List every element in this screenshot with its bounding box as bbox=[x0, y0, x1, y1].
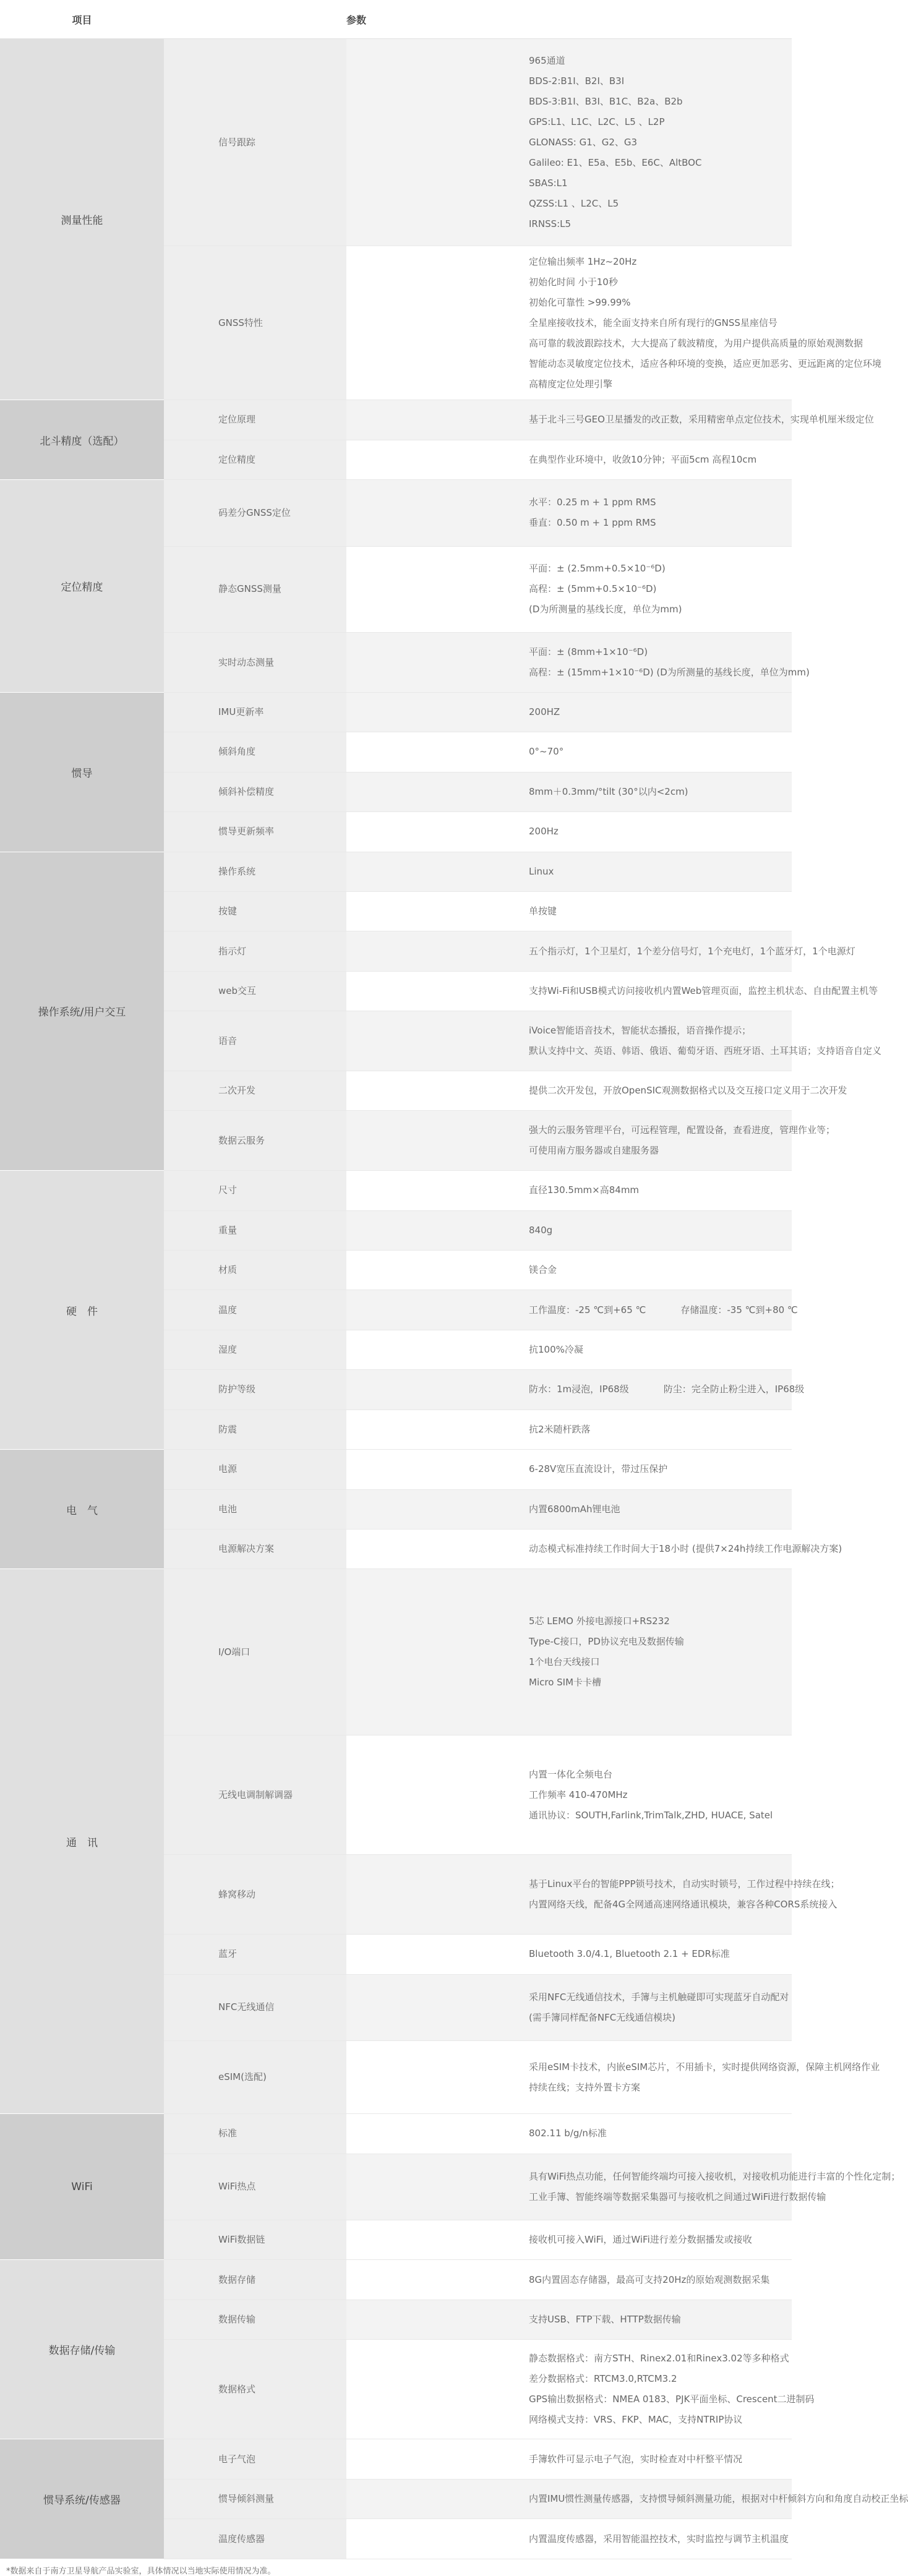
spec-value-line: 接收机可接入WiFi，通过WiFi进行差分数据播发或接收 bbox=[529, 2234, 752, 2246]
spec-label: 倾斜补偿精度 bbox=[164, 772, 346, 811]
spec-label: IMU更新率 bbox=[164, 692, 346, 732]
table-row bbox=[0, 480, 792, 546]
spec-value bbox=[346, 2154, 901, 2220]
spec-value bbox=[346, 1071, 847, 1110]
spec-value-line: 8G内置固态存储器，最高可支持20Hz的原始观测数据采集 bbox=[529, 2274, 770, 2285]
spec-value-line: 高可靠的载波跟踪技术，大大提高了载波精度，为用户提供高质量的原始观测数据 bbox=[529, 337, 863, 349]
spec-label: 信号跟踪 bbox=[164, 39, 346, 246]
category-cell: 惯导系统/传感器 bbox=[0, 2439, 164, 2559]
spec-value-line: 抗2米随杆跌落 bbox=[529, 1423, 591, 1435]
spec-value-line: 提供二次开发包，开放OpenSIC观测数据格式以及交互接口定义用于二次开发 bbox=[529, 1085, 847, 1097]
spec-label: 数据格式 bbox=[164, 2340, 346, 2439]
table-row bbox=[0, 2439, 792, 2479]
spec-value-line: 全星座接收技术，能全面支持来自所有现行的GNSS星座信号 bbox=[529, 317, 777, 328]
spec-label: 惯导更新频率 bbox=[164, 812, 346, 852]
spec-value-line: 1个电台天线接口 bbox=[529, 1656, 600, 1668]
spec-label: 按键 bbox=[164, 892, 346, 931]
category-cell: 北斗精度（选配） bbox=[0, 400, 164, 480]
spec-value-line: 工作频率 410-470MHz bbox=[529, 1789, 628, 1800]
spec-value bbox=[346, 1735, 792, 1854]
spec-value bbox=[346, 931, 855, 971]
spec-value-line: 差分数据格式：RTCM3.0,RTCM3.2 bbox=[529, 2373, 677, 2385]
spec-value bbox=[346, 2340, 815, 2439]
spec-value bbox=[346, 2114, 792, 2154]
table-row bbox=[0, 1450, 792, 1489]
spec-value-line: 定位输出频率 1Hz~20Hz bbox=[529, 255, 637, 267]
category-cell: 操作系统/用户交互 bbox=[0, 852, 164, 1171]
spec-value-line: 965通道 bbox=[529, 54, 565, 66]
spec-value-line: 静态数据格式：南方STH、Rinex2.01和Rinex3.02等多种格式 bbox=[529, 2353, 789, 2364]
spec-value bbox=[346, 440, 792, 479]
spec-value bbox=[346, 1111, 836, 1171]
table-row bbox=[0, 400, 792, 440]
table-row bbox=[0, 2260, 792, 2300]
spec-label: 温度传感器 bbox=[164, 2519, 346, 2559]
spec-value-line: 镁合金 bbox=[529, 1264, 557, 1276]
spec-value-line: 840g bbox=[529, 1224, 553, 1236]
spec-value-line: 平面：± (8mm+1×10⁻⁶D) bbox=[529, 646, 648, 657]
spec-value-line: 采用NFC无线通信技术，手簿与主机触碰即可实现蓝牙自动配对 bbox=[529, 1991, 789, 2003]
table-row bbox=[0, 1171, 792, 1210]
spec-label: 操作系统 bbox=[164, 852, 346, 891]
spec-label: 防护等级 bbox=[164, 1370, 346, 1410]
spec-value-line: 内置温度传感器，采用智能温控技术，实时监控与调节主机温度 bbox=[529, 2533, 789, 2544]
spec-value-line: 在典型作业环境中，收敛10分钟；平面5cm 高程10cm bbox=[529, 453, 757, 465]
spec-value-line: 手簿软件可显示电子气泡，实时检查对中杆整平情况 bbox=[529, 2453, 743, 2465]
table-row bbox=[0, 1569, 792, 1735]
spec-value bbox=[346, 1974, 792, 2040]
spec-value bbox=[346, 633, 810, 693]
spec-value-line: 通讯协议：SOUTH,Farlink,TrimTalk,ZHD, HUACE, Satel bbox=[529, 1809, 773, 1821]
spec-label: 电源解决方案 bbox=[164, 1530, 346, 1569]
spec-value-line: QZSS:L1 、L2C、L5 bbox=[529, 197, 619, 209]
spec-value-line: 直径130.5mm×高84mm bbox=[529, 1184, 640, 1196]
spec-value bbox=[346, 400, 874, 440]
spec-value-line: 平面：± (2.5mm+0.5×10⁻⁶D) bbox=[529, 563, 666, 575]
spec-value bbox=[346, 546, 792, 633]
spec-value-line: 默认支持中文、英语、韩语、俄语、葡萄牙语、西班牙语、土耳其语；支持语音自定义 bbox=[529, 1045, 882, 1057]
spec-label: 码差分GNSS定位 bbox=[164, 480, 346, 546]
spec-label: I/O端口 bbox=[164, 1569, 346, 1735]
spec-value-line: 抗100%冷凝 bbox=[529, 1344, 583, 1356]
spec-value-line: 持续在线；支持外置卡方案 bbox=[529, 2081, 641, 2093]
spec-value-line: Type-C接口，PD协议充电及数据传输 bbox=[529, 1636, 684, 1648]
spec-value-line: 内置一体化全频电台 bbox=[529, 1768, 613, 1780]
spec-value bbox=[346, 2220, 792, 2260]
spec-value-line: 0°~70° bbox=[529, 746, 564, 758]
spec-label: 电子气泡 bbox=[164, 2439, 346, 2479]
spec-value-line: 6-28V宽压直流设计，带过压保护 bbox=[529, 1463, 668, 1475]
spec-value-line: 200HZ bbox=[529, 706, 560, 718]
spec-label: 蓝牙 bbox=[164, 1935, 346, 1974]
category-cell: 测量性能 bbox=[0, 39, 164, 400]
category-cell: WiFi bbox=[0, 2114, 164, 2260]
footnote: *数据来自于南方卫星导航产品实验室，具体情况以当地实际使用情况为准。 bbox=[6, 2567, 276, 2576]
spec-value bbox=[346, 772, 792, 811]
spec-value bbox=[346, 1410, 792, 1449]
spec-value bbox=[346, 1450, 792, 1489]
spec-value-line bbox=[529, 1379, 805, 1400]
spec-value-line: GPS:L1、L1C、L2C、L5 、L2P bbox=[529, 116, 665, 127]
spec-value-line: 内置IMU惯性测量传感器，支持惯导倾斜测量功能，根据对中杆倾斜方向和角度自动校正坐标 bbox=[529, 2493, 908, 2505]
spec-label: 无线电调制解调器 bbox=[164, 1735, 346, 1854]
spec-label: 惯导倾斜测量 bbox=[164, 2479, 346, 2518]
spec-value-line: (D为所测量的基线长度，单位为mm) bbox=[529, 604, 682, 615]
spec-value-line: 采用eSIM卡技术，内嵌eSIM芯片，不用插卡，实时提供网络资源，保障主机网络作业 bbox=[529, 2061, 880, 2073]
spec-value-line: SBAS:L1 bbox=[529, 177, 568, 189]
spec-label: 语音 bbox=[164, 1011, 346, 1071]
spec-label: 数据存储 bbox=[164, 2260, 346, 2300]
spec-value-line: 支持Wi-Fi和USB模式访问接收机内置Web管理页面，监控主机状态、自由配置主机等 bbox=[529, 985, 878, 997]
table-row bbox=[0, 852, 792, 891]
spec-value-line: IRNSS:L5 bbox=[529, 218, 572, 229]
category-cell: 电 气 bbox=[0, 1450, 164, 1569]
spec-value-line: 初始化时间 小于10秒 bbox=[529, 276, 618, 288]
spec-value-line: 垂直：0.50 m + 1 ppm RMS bbox=[529, 517, 656, 529]
spec-label: 倾斜角度 bbox=[164, 732, 346, 772]
spec-label: WiFi热点 bbox=[164, 2154, 346, 2220]
spec-label: 尺寸 bbox=[164, 1171, 346, 1210]
spec-value bbox=[346, 1011, 882, 1071]
spec-value-part: 存储温度：-35 ℃到+80 ℃ bbox=[680, 1304, 798, 1316]
header-category: 项目 bbox=[0, 0, 164, 39]
spec-value-line: 初始化可靠性 >99.99% bbox=[529, 296, 631, 308]
spec-value bbox=[346, 852, 792, 891]
spec-value-line: 五个指示灯，1个卫星灯，1个差分信号灯，1个充电灯，1个蓝牙灯，1个电源灯 bbox=[529, 945, 855, 957]
spec-value-line: BDS-2:B1I、B2I、B3I bbox=[529, 75, 625, 87]
spec-label: 指示灯 bbox=[164, 931, 346, 971]
spec-label: 温度 bbox=[164, 1290, 346, 1330]
spec-value bbox=[346, 2479, 908, 2518]
spec-value bbox=[346, 971, 878, 1011]
category-cell: 惯导 bbox=[0, 692, 164, 852]
spec-value bbox=[346, 1370, 805, 1410]
spec-value-line: 可使用南方服务器或自建服务器 bbox=[529, 1145, 659, 1157]
spec-value bbox=[346, 1250, 792, 1290]
table-row bbox=[0, 2114, 792, 2154]
spec-value-line: Bluetooth 3.0/4.1, Bluetooth 2.1 + EDR标准 bbox=[529, 1948, 730, 1960]
spec-label: 防震 bbox=[164, 1410, 346, 1449]
spec-value-line: 智能动态灵敏度定位技术，适应各种环境的变换，适应更加恶劣、更远距离的定位环境 bbox=[529, 357, 882, 369]
spec-value bbox=[346, 812, 792, 852]
table-row bbox=[0, 39, 792, 246]
spec-value-line: 网络模式支持：VRS、FKP、MAC，支持NTRIP协议 bbox=[529, 2414, 743, 2426]
spec-value-line: 802.11 b/g/n标准 bbox=[529, 2128, 607, 2139]
spec-value bbox=[346, 892, 792, 931]
spec-label: 蜂窝移动 bbox=[164, 1855, 346, 1935]
spec-value-line: Linux bbox=[529, 865, 554, 877]
spec-label: 定位精度 bbox=[164, 440, 346, 479]
spec-value bbox=[346, 2519, 792, 2559]
spec-value-line: 高精度定位处理引擎 bbox=[529, 378, 613, 390]
spec-label: 实时动态测量 bbox=[164, 633, 346, 693]
spec-value-line: 动态模式标准持续工作时间大于18小时 (提供7×24h持续工作电源解决方案) bbox=[529, 1543, 842, 1555]
spec-value-line: 基于北斗三号GEO卫星播发的改正数，采用精密单点定位技术，实现单机厘米级定位 bbox=[529, 414, 874, 426]
spec-value-line: 200Hz bbox=[529, 826, 559, 837]
spec-value-line: 强大的云服务管理平台，可远程管理，配置设备，查看进度，管理作业等； bbox=[529, 1124, 836, 1136]
spec-value-line: 高程：± (15mm+1×10⁻⁶D) (D为所测量的基线长度，单位为mm) bbox=[529, 667, 810, 678]
spec-value-part: 防尘：完全防止粉尘进入，IP68级 bbox=[663, 1384, 805, 1395]
spec-value bbox=[346, 1855, 840, 1935]
spec-value-line: GPS输出数据格式：NMEA 0183、PJK平面坐标、Crescent二进制码 bbox=[529, 2394, 815, 2405]
spec-label: 湿度 bbox=[164, 1330, 346, 1369]
spec-value-line: 支持USB、FTP下载、HTTP数据传输 bbox=[529, 2314, 681, 2326]
spec-value-line: BDS-3:B1I、B3I、B1C、B2a、B2b bbox=[529, 95, 683, 107]
spec-label: eSIM(选配) bbox=[164, 2041, 346, 2114]
spec-label: NFC无线通信 bbox=[164, 1974, 346, 2040]
spec-value bbox=[346, 2439, 792, 2479]
spec-value bbox=[346, 1171, 792, 1210]
spec-value bbox=[346, 1330, 792, 1369]
table-header-row bbox=[0, 0, 792, 39]
spec-value-part: 防水：1m浸泡，IP68级 bbox=[529, 1384, 629, 1395]
spec-value-line: 单按键 bbox=[529, 905, 557, 917]
spec-value-line: 内置6800mAh锂电池 bbox=[529, 1503, 620, 1515]
spec-value-line bbox=[529, 1300, 798, 1320]
spec-value bbox=[346, 692, 792, 732]
spec-body bbox=[0, 39, 908, 2559]
spec-label: 数据云服务 bbox=[164, 1111, 346, 1171]
spec-value-line: iVoice智能语音技术，智能状态播报，语音操作提示； bbox=[529, 1025, 752, 1037]
spec-value-line: (需手簿同样配备NFC无线通信模块) bbox=[529, 2011, 676, 2023]
spec-value bbox=[346, 246, 882, 400]
spec-value-part: 工作温度：-25 ℃到+65 ℃ bbox=[529, 1304, 646, 1316]
spec-value bbox=[346, 1290, 798, 1330]
spec-value-line: 工业手簿、智能终端等数据采集器可与接收机之间通过WiFi进行数据传输 bbox=[529, 2191, 826, 2202]
spec-label: GNSS特性 bbox=[164, 246, 346, 400]
spec-value bbox=[346, 2300, 792, 2339]
table-row bbox=[0, 692, 792, 732]
spec-label: 定位原理 bbox=[164, 400, 346, 440]
spec-value bbox=[346, 39, 792, 246]
spec-value bbox=[346, 2260, 792, 2300]
spec-label: 材质 bbox=[164, 1250, 346, 1290]
spec-value bbox=[346, 1489, 792, 1529]
category-cell: 通 讯 bbox=[0, 1569, 164, 2114]
spec-label: 静态GNSS测量 bbox=[164, 546, 346, 633]
spec-value-line: Micro SIM卡卡槽 bbox=[529, 1677, 602, 1688]
spec-label: 重量 bbox=[164, 1210, 346, 1250]
header-parameter: 参数 bbox=[164, 0, 792, 39]
spec-value-line: 8mm＋0.3mm/°tilt (30°以内<2cm) bbox=[529, 785, 688, 797]
category-cell: 硬 件 bbox=[0, 1171, 164, 1450]
spec-value bbox=[346, 480, 792, 546]
spec-value bbox=[346, 1530, 842, 1569]
spec-label: 数据传输 bbox=[164, 2300, 346, 2339]
spec-value-line: 基于Linux平台的智能PPP锁号技术，自动实时锁号，工作过程中持续在线； bbox=[529, 1878, 840, 1890]
spec-value-line: 内置网络天线，配备4G全网通高速网络通讯模块，兼容各种CORS系统接入 bbox=[529, 1899, 837, 1911]
spec-label: 二次开发 bbox=[164, 1071, 346, 1110]
spec-value-line: Galileo: E1、E5a、E5b、E6C、AltBOC bbox=[529, 156, 702, 168]
spec-value bbox=[346, 1935, 792, 1974]
spec-label: web交互 bbox=[164, 971, 346, 1011]
spec-label: WiFi数据链 bbox=[164, 2220, 346, 2260]
spec-value-line: 5芯 LEMO 外接电源接口+RS232 bbox=[529, 1615, 670, 1627]
spec-value bbox=[346, 1210, 792, 1250]
category-cell: 定位精度 bbox=[0, 480, 164, 693]
spec-value bbox=[346, 732, 792, 772]
spec-value-line: GLONASS: G1、G2、G3 bbox=[529, 136, 638, 148]
spec-label: 电源 bbox=[164, 1450, 346, 1489]
spec-value-line: 水平：0.25 m + 1 ppm RMS bbox=[529, 497, 656, 508]
spec-label: 标准 bbox=[164, 2114, 346, 2154]
spec-value bbox=[346, 2041, 880, 2114]
spec-value-line: 高程：± (5mm+0.5×10⁻⁶D) bbox=[529, 583, 657, 595]
spec-value-line: 具有WiFi热点功能，任何智能终端均可接入接收机，对接收机功能进行丰富的个性化定制； bbox=[529, 2170, 901, 2182]
spec-value bbox=[346, 1569, 792, 1735]
spec-label: 电池 bbox=[164, 1489, 346, 1529]
category-cell: 数据存储/传输 bbox=[0, 2260, 164, 2439]
